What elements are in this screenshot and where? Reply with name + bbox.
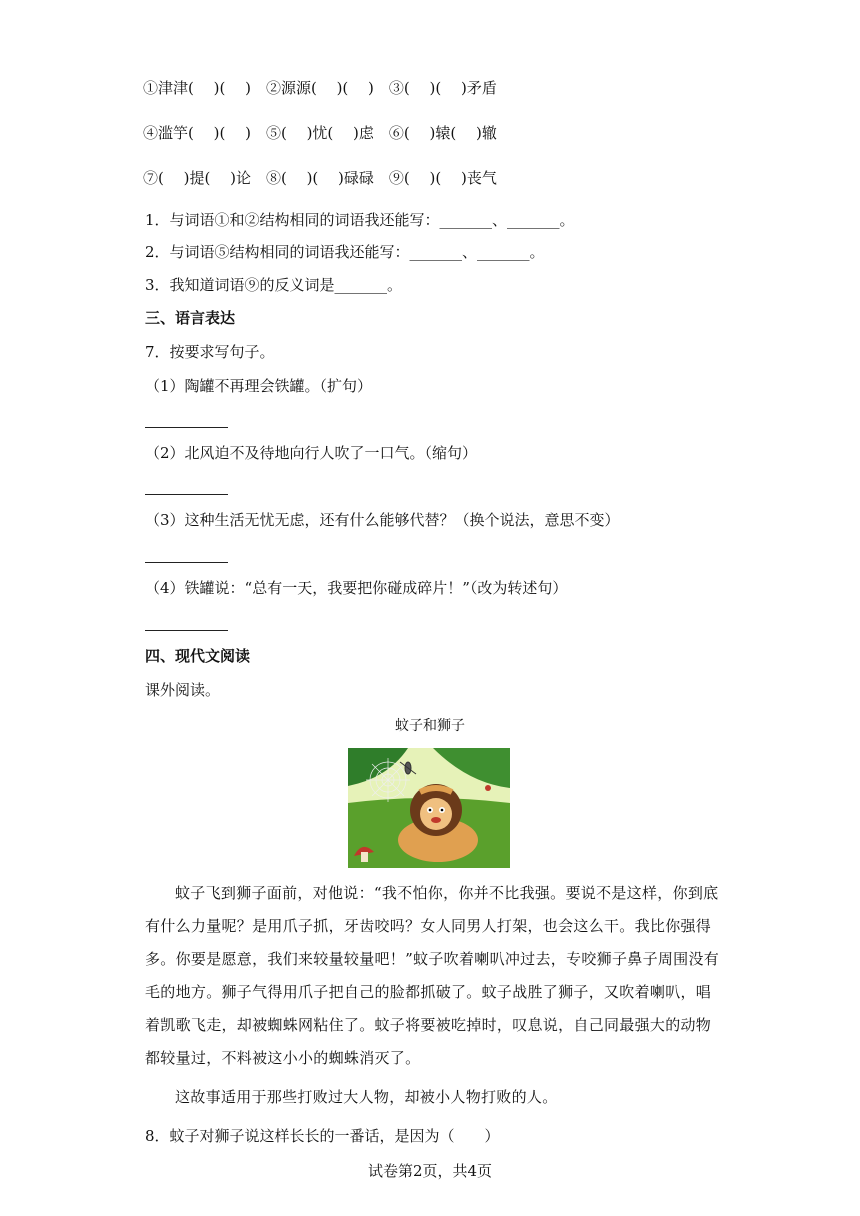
story-paragraph-1: 蚊子飞到狮子面前，对他说：“我不怕你，你并不比我强。要说不是这样，你到底有什么力量呢？是用爪子抓，牙齿咬吗？女人同男人打架，也会这么干。我比你强得多。你要是愿意，我们来较量较量吧！”蚊子吹着喇叭冲过去，专咬狮子鼻子周围没有毛的地方。狮子气得用爪子把自己的脸都抓破了。蚊子战胜了狮子，又吹着喇叭，唱着凯歌飞走，却被蜘蛛网粘住了。蚊子将要被吃掉时，叹息说，自己同最强大的动物都较量过，不料被这小小的蜘蛛消灭了。	[145, 884, 720, 1067]
reading-intro: 课外阅读。	[145, 681, 221, 699]
word-row-2: ④滥竽( )( ) ⑤( )忧( )虑 ⑥( )辕( )辙	[143, 124, 497, 142]
sentence-3: （3）这种生活无忧无虑，还有什么能够代替？（换个说法，意思不变）	[145, 511, 620, 529]
word-row-1: ①津津( )( ) ②源源( )( ) ③( )( )矛盾	[143, 79, 497, 97]
sentence-4: （4）铁罐说：“总有一天，我要把你碰成碎片！”（改为转述句）	[145, 579, 568, 597]
question-3: 3．我知道词语⑨的反义词是_______。	[145, 276, 403, 294]
section-4-heading: 四、现代文阅读	[145, 647, 251, 665]
section-3-heading: 三、语言表达	[145, 309, 236, 327]
mosquito-lion-illustration	[348, 748, 510, 868]
word-row-3: ⑦( )提( )论 ⑧( )( )碌碌 ⑨( )( )丧气	[143, 169, 497, 187]
answer-line-2	[145, 494, 228, 495]
answer-line-4	[145, 630, 228, 631]
question-1: 1．与词语①和②结构相同的词语我还能写：_______、_______。	[145, 211, 575, 229]
question-8: 8．蚊子对狮子说这样长长的一番话，是因为（ ）	[145, 1127, 500, 1145]
question-7: 7．按要求写句子。	[145, 343, 275, 361]
question-2: 2．与词语⑤结构相同的词语我还能写：_______、_______。	[145, 243, 545, 261]
sentence-1: （1）陶罐不再理会铁罐。（扩句）	[145, 377, 373, 395]
story-title: 蚊子和狮子	[395, 718, 465, 734]
answer-line-1	[145, 427, 228, 428]
sentence-2: （2）北风迫不及待地向行人吹了一口气。（缩句）	[145, 444, 478, 462]
story-paragraph-2: 这故事适用于那些打败过大人物，却被小人物打败的人。	[175, 1088, 558, 1106]
answer-line-3	[145, 562, 228, 563]
page-footer: 试卷第2页，共4页	[367, 1162, 493, 1180]
